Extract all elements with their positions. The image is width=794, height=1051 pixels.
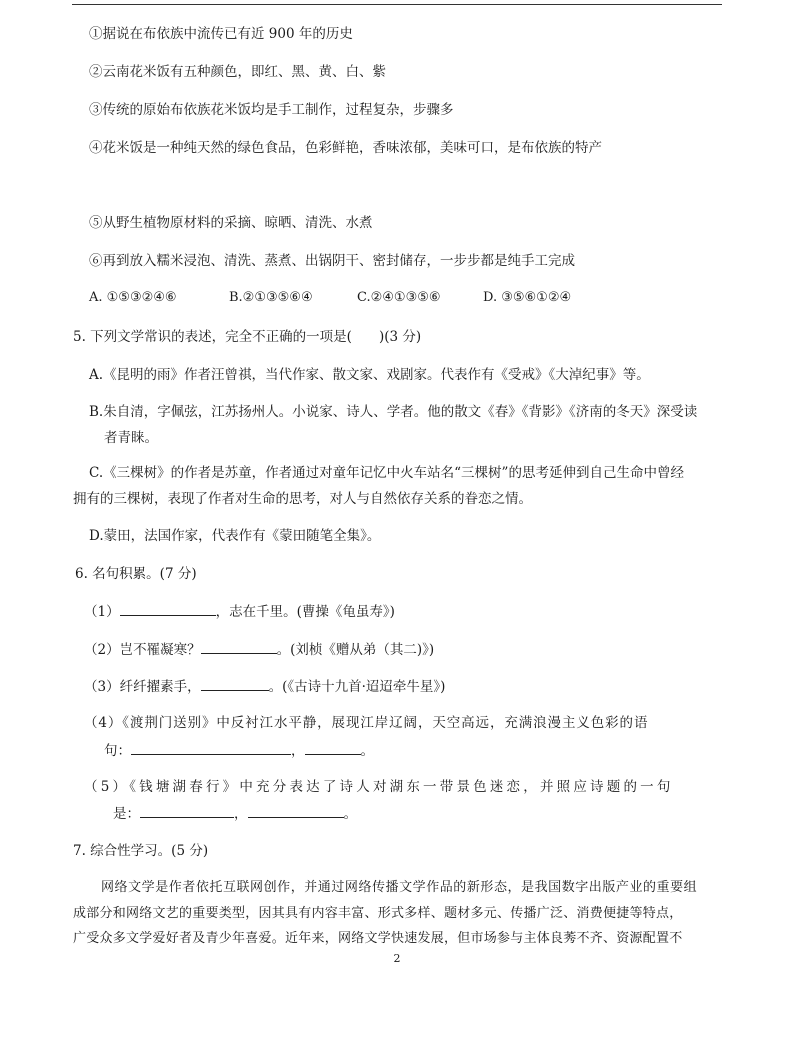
q6-item-1-suffix: ，志在千里。(曹操《龟虽寿》) — [215, 604, 395, 620]
q6-item-5-sep: ， — [234, 806, 248, 822]
q6-item-3 — [84, 676, 445, 697]
q6-item-1 — [84, 601, 395, 622]
q6-stem: 6. 名句积累。(7 分) — [75, 566, 197, 582]
q6-item-3-blank[interactable] — [201, 676, 269, 691]
q6-item-2-blank[interactable] — [201, 639, 277, 654]
q6-item-4-prefix: 句： — [104, 743, 131, 759]
q6-item-2-prefix: （2）岂不罹凝寒？ — [84, 642, 201, 658]
q6-item-5-line1: （5）《钱塘湖春行》中充分表达了诗人对湖东一带景色迷恋，并照应诗题的一句 — [84, 779, 674, 795]
q5-option-b-line2: 者青睐。 — [104, 430, 158, 446]
q6-item-5-prefix: 是： — [113, 806, 140, 822]
sequence-item-2: ②云南花米饭有五种颜色，即红、黑、黄、白、紫 — [89, 64, 386, 80]
q5-option-c-line1: C.《三棵树》的作者是苏童，作者通过对童年记忆中火车站名“三棵树”的思考延伸到自己生命中曾经 — [89, 465, 684, 481]
q6-item-5-line2 — [113, 803, 357, 824]
q6-item-4-blank-2[interactable] — [305, 740, 361, 755]
sequence-item-4: ④花米饭是一种纯天然的绿色食品，色彩鲜艳，香味浓郁，美味可口，是布依族的特产 — [89, 140, 602, 156]
q5-option-d: D.蒙田，法国作家，代表作有《蒙田随笔全集》。 — [89, 528, 381, 544]
q4-choices — [89, 288, 571, 308]
q6-item-3-prefix: （3）纤纤擢素手， — [84, 679, 201, 695]
q4-choice-a[interactable]: A. ①⑤③②④⑥ — [89, 290, 177, 305]
q5-option-a: A.《昆明的雨》作者汪曾祺，当代作家、散文家、戏剧家。代表作有《受戒》《大淖纪事》等。 — [89, 367, 650, 383]
q7-paragraph-line1: 网络文学是作者依托互联网创作，并通过网络传播文学作品的新形态，是我国数字出版产业的重要组 — [101, 880, 698, 895]
q6-item-2 — [84, 639, 434, 660]
page-number: 2 — [393, 952, 401, 965]
q7-paragraph-line3: 广受众多文学爱好者及青少年喜爱。近年来，网络文学快速发展，但市场参与主体良莠不齐、资源配置不 — [73, 931, 683, 946]
q6-item-1-prefix: （1） — [84, 604, 120, 620]
q6-item-4-sep: ， — [291, 743, 305, 759]
q6-item-4-suffix: 。 — [360, 743, 374, 759]
q6-item-5-suffix: 。 — [343, 806, 357, 822]
q6-item-4-line1: （4）《渡荆门送别》中反衬江水平静，展现江岸辽阔，天空高远，充满浪漫主义色彩的语 — [84, 715, 649, 731]
q7-stem: 7. 综合性学习。(5 分) — [73, 843, 209, 859]
q5-stem: 5. 下列文学常识的表述，完全不正确的一项是( )(3 分) — [73, 329, 422, 345]
sequence-item-1: ①据说在布依族中流传已有近 900 年的历史 — [89, 26, 353, 42]
q7-paragraph-line2: 成部分和网络文艺的重要类型，因其具有内容丰富、形式多样、题材多元、传播广泛、消费便捷等特点， — [73, 906, 683, 921]
sequence-item-6: ⑥再到放入糯米浸泡、清洗、蒸煮、出锅阴干、密封储存，一步步都是纯手工完成 — [89, 253, 575, 269]
q6-item-4-line2 — [104, 740, 374, 761]
q4-choice-d[interactable]: D. ③⑤⑥①②④ — [483, 290, 572, 305]
q6-item-5-blank-2[interactable] — [248, 803, 344, 818]
sequence-item-5: ⑤从野生植物原材料的采摘、晾晒、清洗、水煮 — [89, 215, 373, 231]
q5-option-b-line1: B.朱自清，字佩弦，江苏扬州人。小说家、诗人、学者。他的散文《春》《背影》《济南的冬天》深受读 — [89, 404, 698, 420]
sequence-item-3: ③传统的原始布依族花米饭均是手工制作，过程复杂，步骤多 — [89, 102, 454, 118]
q6-item-5-blank-1[interactable] — [140, 803, 234, 818]
top-rule — [72, 4, 722, 5]
q6-item-1-blank[interactable] — [120, 601, 216, 616]
q6-item-2-suffix: 。(刘桢《赠从弟（其二)》) — [276, 642, 435, 658]
q5-option-c-line2: 拥有的三棵树，表现了作者对生命的思考，对人与自然依存关系的眷恋之情。 — [73, 491, 532, 507]
q6-item-4-blank-1[interactable] — [131, 740, 291, 755]
q4-choice-c[interactable]: C.②④①③⑤⑥ — [357, 290, 441, 305]
q6-item-3-suffix: 。(《古诗十九首·迢迢牵牛星》) — [268, 679, 446, 695]
q4-choice-b[interactable]: B.②①③⑤⑥④ — [229, 290, 313, 305]
